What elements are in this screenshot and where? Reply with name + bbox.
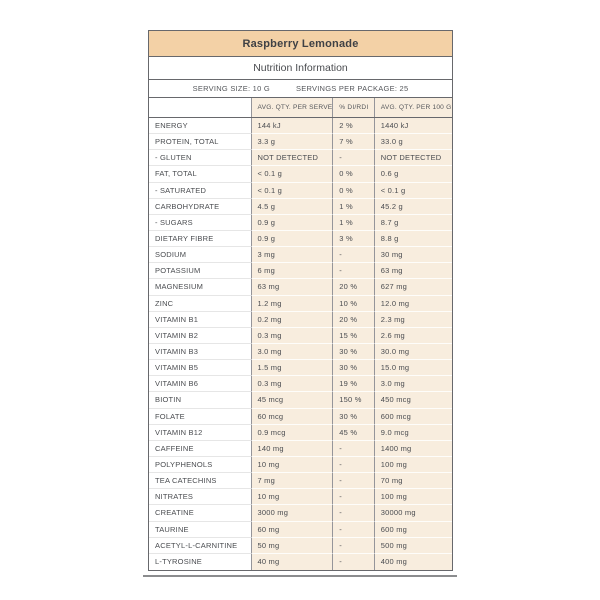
value-per-100g: 500 mg <box>374 538 452 554</box>
value-per-100g: 30 mg <box>374 247 452 263</box>
table-row <box>149 538 452 554</box>
value-per-100g: 1440 kJ <box>374 118 452 134</box>
table-row <box>149 376 452 392</box>
value-per-100g: 600 mg <box>374 522 452 538</box>
nutrient-label: PROTEIN, TOTAL <box>149 134 251 150</box>
column-header-per-serve: AVG. QTY. PER SERVE <box>251 98 333 117</box>
value-di-rdi: - <box>332 554 374 570</box>
value-di-rdi: - <box>332 522 374 538</box>
table-row <box>149 457 452 473</box>
value-per-100g: 2.3 mg <box>374 312 452 328</box>
value-per-serve: NOT DETECTED <box>251 150 333 166</box>
value-di-rdi: 1 % <box>332 215 374 231</box>
value-di-rdi: 19 % <box>332 376 374 392</box>
nutrient-label: NITRATES <box>149 489 251 505</box>
table-row <box>149 279 452 295</box>
table-row <box>149 134 452 150</box>
value-per-100g: 9.0 mcg <box>374 425 452 441</box>
nutrient-label: CARBOHYDRATE <box>149 199 251 215</box>
table-row <box>149 505 452 521</box>
table-row <box>149 183 452 199</box>
value-per-serve: 0.9 mcg <box>251 425 333 441</box>
nutrient-label: VITAMIN B1 <box>149 312 251 328</box>
value-per-100g: 1400 mg <box>374 441 452 457</box>
table-subtitle: Nutrition Information <box>253 62 348 74</box>
table-row <box>149 489 452 505</box>
table-row <box>149 473 452 489</box>
nutrition-information-heading <box>149 57 452 80</box>
value-per-100g: 450 mcg <box>374 392 452 408</box>
value-per-serve: 6 mg <box>251 263 333 279</box>
value-per-serve: 60 mcg <box>251 409 333 425</box>
value-per-serve: 63 mg <box>251 279 333 295</box>
value-di-rdi: 45 % <box>332 425 374 441</box>
value-di-rdi: 3 % <box>332 231 374 247</box>
value-di-rdi: - <box>332 441 374 457</box>
column-header-di-rdi: % DI/RDI <box>332 98 374 117</box>
nutrient-label: - GLUTEN <box>149 150 251 166</box>
nutrient-label: FOLATE <box>149 409 251 425</box>
nutrient-rows <box>149 118 452 570</box>
serving-info-row <box>149 80 452 98</box>
table-row <box>149 150 452 166</box>
table-row <box>149 441 452 457</box>
value-di-rdi: 15 % <box>332 328 374 344</box>
nutrient-label: VITAMIN B2 <box>149 328 251 344</box>
product-title-band <box>149 31 452 57</box>
value-per-100g: 3.0 mg <box>374 376 452 392</box>
nutrient-label: DIETARY FIBRE <box>149 231 251 247</box>
value-per-serve: < 0.1 g <box>251 183 333 199</box>
value-per-serve: < 0.1 g <box>251 166 333 182</box>
nutrient-label: ZINC <box>149 296 251 312</box>
value-per-100g: 100 mg <box>374 457 452 473</box>
value-per-serve: 144 kJ <box>251 118 333 134</box>
table-row <box>149 344 452 360</box>
value-per-100g: 600 mcg <box>374 409 452 425</box>
nutrient-label: FAT, TOTAL <box>149 166 251 182</box>
table-row <box>149 247 452 263</box>
column-header-per-100g: AVG. QTY. PER 100 G <box>374 98 452 117</box>
value-per-100g: 70 mg <box>374 473 452 489</box>
table-row <box>149 360 452 376</box>
value-di-rdi: - <box>332 489 374 505</box>
nutrient-label: CREATINE <box>149 505 251 521</box>
value-per-100g: 12.0 mg <box>374 296 452 312</box>
table-row <box>149 312 452 328</box>
value-per-100g: 63 mg <box>374 263 452 279</box>
value-per-serve: 140 mg <box>251 441 333 457</box>
table-row <box>149 554 452 570</box>
nutrient-label: - SATURATED <box>149 183 251 199</box>
product-title: Raspberry Lemonade <box>242 37 359 50</box>
nutrient-label: POTASSIUM <box>149 263 251 279</box>
value-per-serve: 50 mg <box>251 538 333 554</box>
value-per-serve: 3 mg <box>251 247 333 263</box>
nutrient-label: MAGNESIUM <box>149 279 251 295</box>
value-per-100g: 45.2 g <box>374 199 452 215</box>
nutrient-label: POLYPHENOLS <box>149 457 251 473</box>
value-per-100g: 30000 mg <box>374 505 452 521</box>
value-per-100g: 2.6 mg <box>374 328 452 344</box>
value-di-rdi: - <box>332 505 374 521</box>
value-per-100g: 400 mg <box>374 554 452 570</box>
value-per-serve: 60 mg <box>251 522 333 538</box>
value-di-rdi: - <box>332 263 374 279</box>
nutrient-label: TEA CATECHINS <box>149 473 251 489</box>
value-di-rdi: 7 % <box>332 134 374 150</box>
value-per-serve: 0.2 mg <box>251 312 333 328</box>
table-row <box>149 425 452 441</box>
value-per-serve: 45 mcg <box>251 392 333 408</box>
nutrient-label: ENERGY <box>149 118 251 134</box>
value-per-serve: 7 mg <box>251 473 333 489</box>
value-per-serve: 1.2 mg <box>251 296 333 312</box>
value-di-rdi: 20 % <box>332 312 374 328</box>
value-per-100g: 8.7 g <box>374 215 452 231</box>
value-di-rdi: 0 % <box>332 166 374 182</box>
value-per-serve: 0.9 g <box>251 231 333 247</box>
value-di-rdi: - <box>332 538 374 554</box>
nutrient-label: CAFFEINE <box>149 441 251 457</box>
column-header-row <box>149 98 452 118</box>
value-di-rdi: - <box>332 457 374 473</box>
value-di-rdi: - <box>332 247 374 263</box>
table-row <box>149 392 452 408</box>
nutrient-label: VITAMIN B6 <box>149 376 251 392</box>
value-per-serve: 4.5 g <box>251 199 333 215</box>
value-di-rdi: 150 % <box>332 392 374 408</box>
table-row <box>149 199 452 215</box>
value-di-rdi: 20 % <box>332 279 374 295</box>
nutrient-label: TAURINE <box>149 522 251 538</box>
table-row <box>149 166 452 182</box>
nutrient-label: L-TYROSINE <box>149 554 251 570</box>
value-di-rdi: 0 % <box>332 183 374 199</box>
value-per-serve: 3000 mg <box>251 505 333 521</box>
value-di-rdi: - <box>332 150 374 166</box>
value-per-100g: NOT DETECTED <box>374 150 452 166</box>
value-per-serve: 10 mg <box>251 457 333 473</box>
value-per-100g: 627 mg <box>374 279 452 295</box>
value-per-serve: 3.3 g <box>251 134 333 150</box>
serving-size-label: SERVING SIZE: 10 G <box>192 84 270 93</box>
nutrient-label: - SUGARS <box>149 215 251 231</box>
value-di-rdi: - <box>332 473 374 489</box>
value-per-serve: 10 mg <box>251 489 333 505</box>
value-per-serve: 0.3 mg <box>251 328 333 344</box>
table-row <box>149 522 452 538</box>
table-row <box>149 231 452 247</box>
value-per-serve: 0.9 g <box>251 215 333 231</box>
nutrient-label: BIOTIN <box>149 392 251 408</box>
nutrient-label: VITAMIN B5 <box>149 360 251 376</box>
value-per-100g: 15.0 mg <box>374 360 452 376</box>
table-row <box>149 409 452 425</box>
value-per-100g: 8.8 g <box>374 231 452 247</box>
nutrient-label: SODIUM <box>149 247 251 263</box>
nutrition-information-table <box>148 30 453 571</box>
nutrient-label: VITAMIN B3 <box>149 344 251 360</box>
value-per-serve: 40 mg <box>251 554 333 570</box>
value-di-rdi: 30 % <box>332 409 374 425</box>
table-row <box>149 215 452 231</box>
value-per-100g: 30.0 mg <box>374 344 452 360</box>
value-per-serve: 3.0 mg <box>251 344 333 360</box>
value-di-rdi: 30 % <box>332 344 374 360</box>
value-per-serve: 1.5 mg <box>251 360 333 376</box>
value-per-100g: 0.6 g <box>374 166 452 182</box>
table-row <box>149 118 452 134</box>
value-di-rdi: 1 % <box>332 199 374 215</box>
table-row <box>149 328 452 344</box>
value-di-rdi: 2 % <box>332 118 374 134</box>
servings-per-package-label: SERVINGS PER PACKAGE: 25 <box>295 84 409 93</box>
nutrient-label: ACETYL-L-CARNITINE <box>149 538 251 554</box>
value-di-rdi: 10 % <box>332 296 374 312</box>
value-per-100g: < 0.1 g <box>374 183 452 199</box>
column-header-empty <box>149 98 251 117</box>
value-per-serve: 0.3 mg <box>251 376 333 392</box>
table-row <box>149 296 452 312</box>
nutrient-label: VITAMIN B12 <box>149 425 251 441</box>
bottom-divider-rule <box>143 575 457 577</box>
value-per-100g: 100 mg <box>374 489 452 505</box>
table-row <box>149 263 452 279</box>
value-per-100g: 33.0 g <box>374 134 452 150</box>
value-di-rdi: 30 % <box>332 360 374 376</box>
